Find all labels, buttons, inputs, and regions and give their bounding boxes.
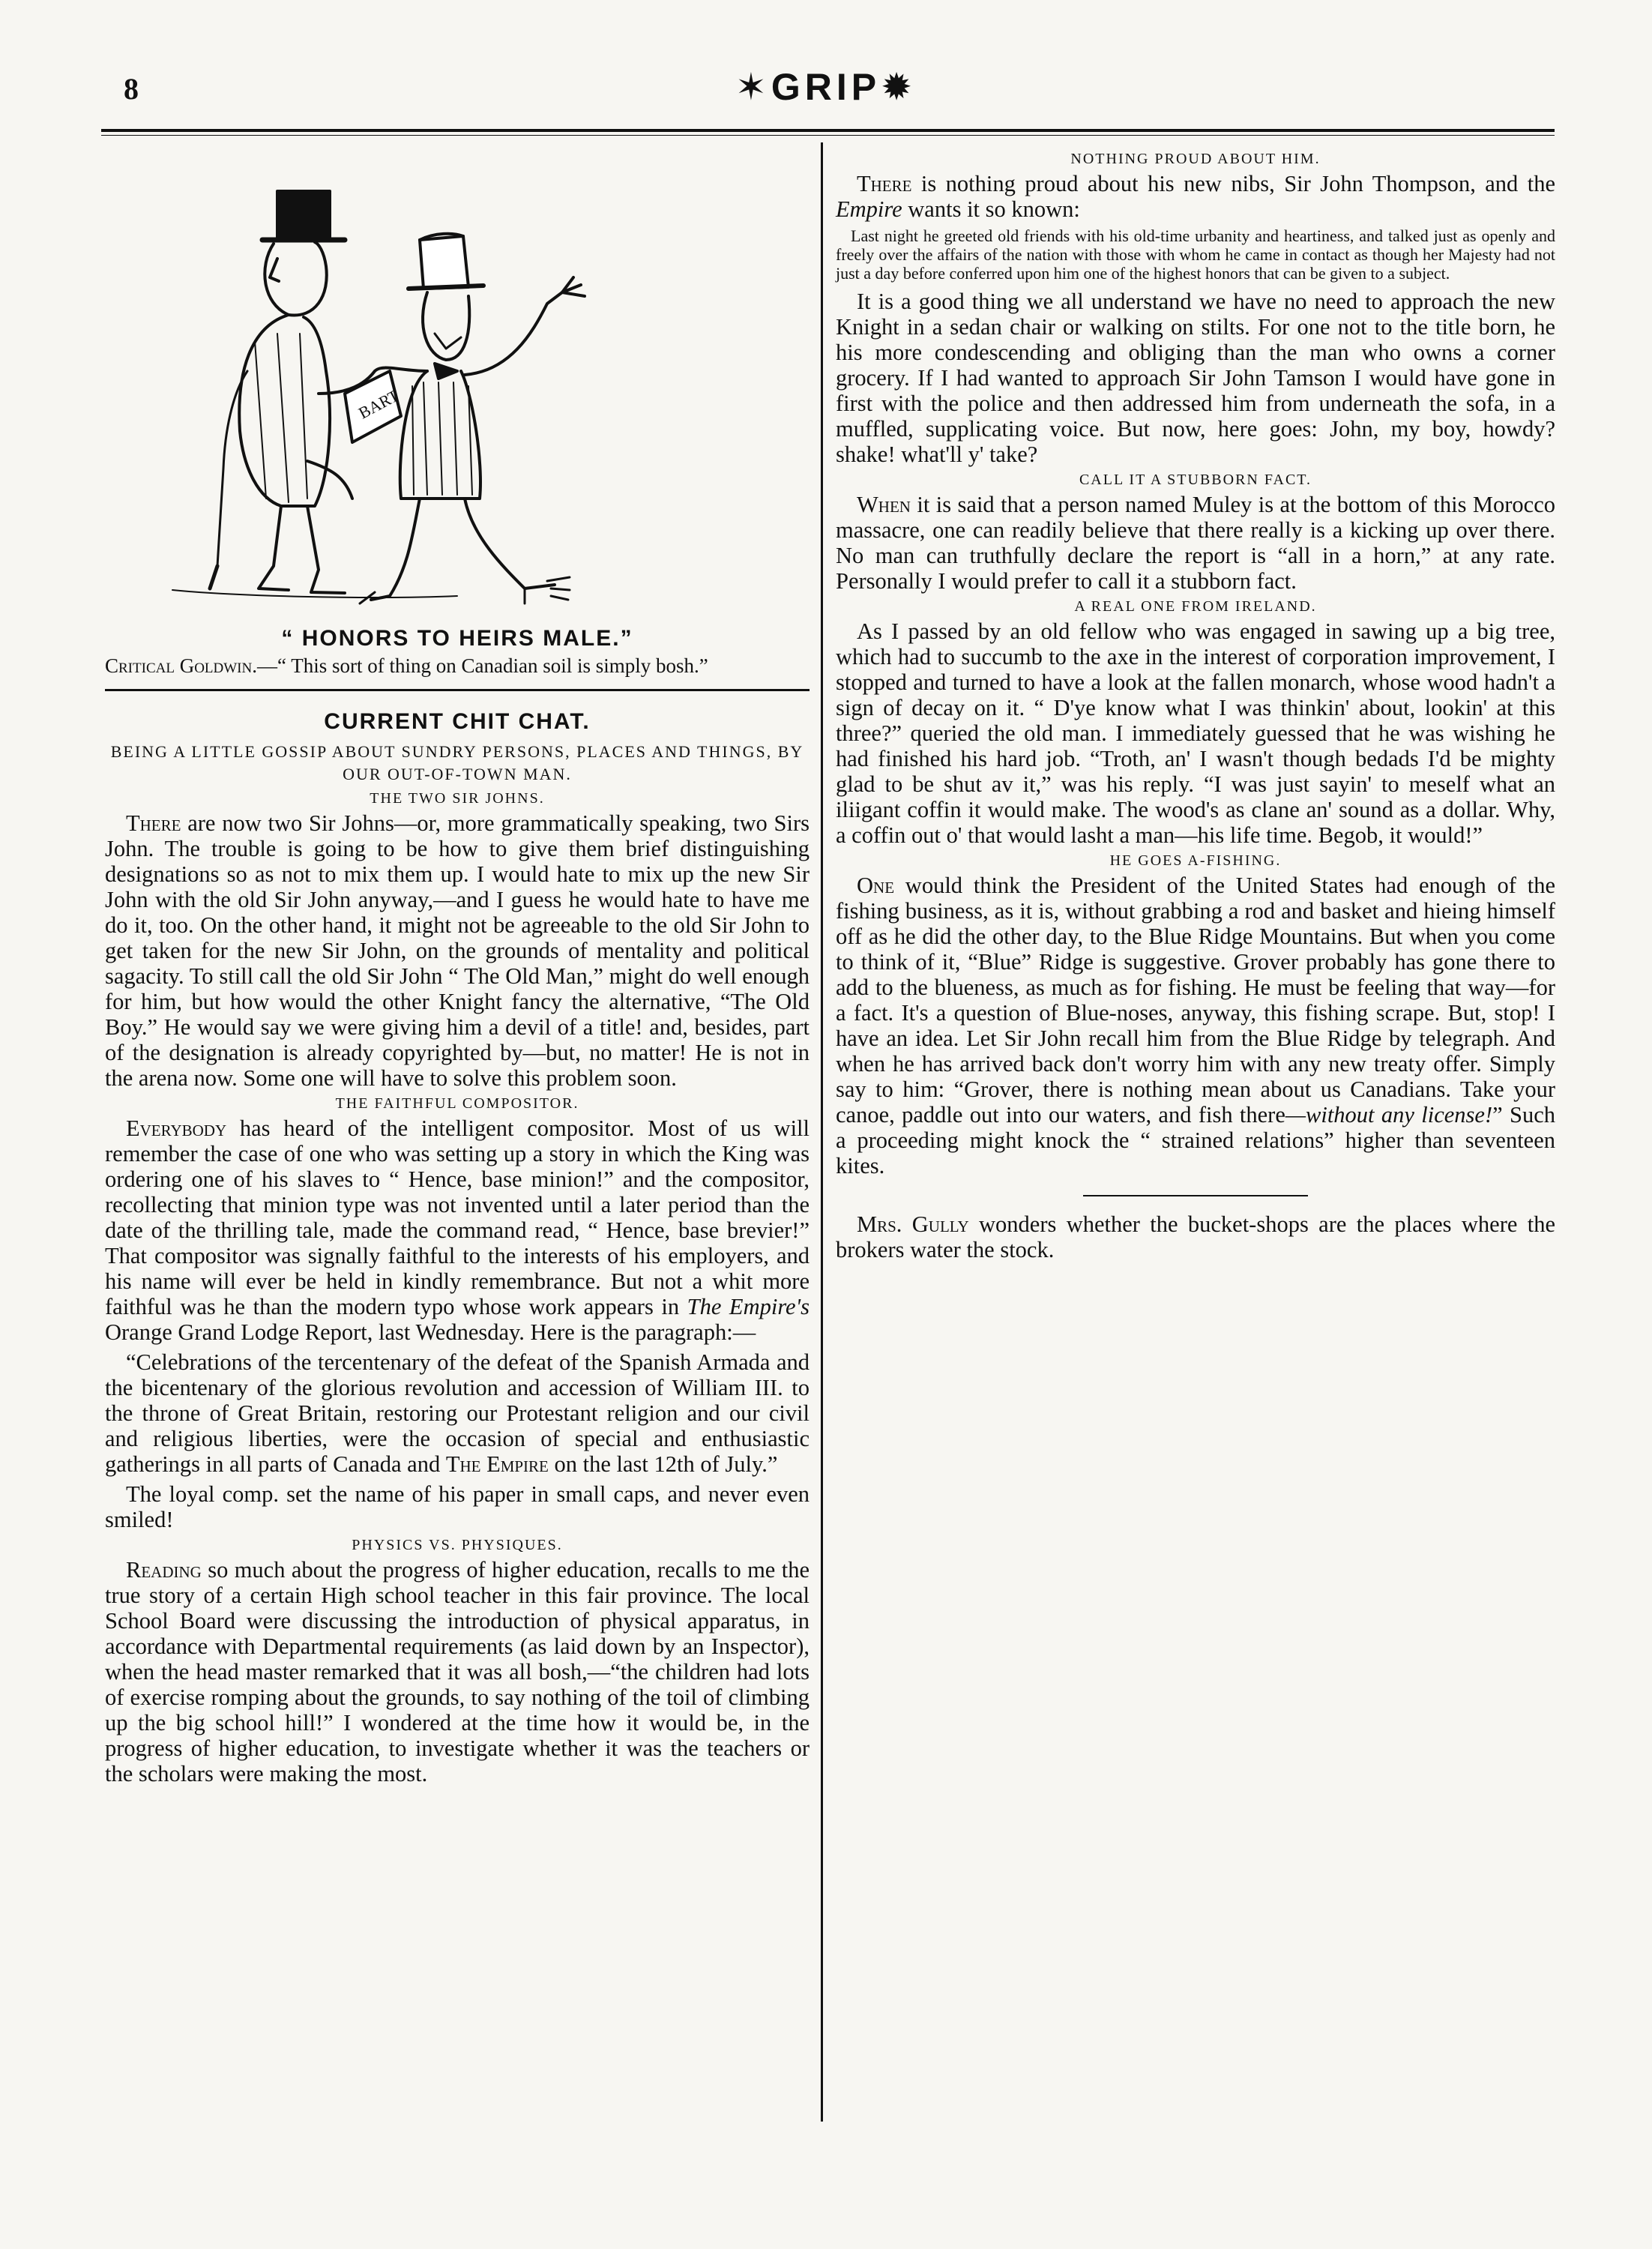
header-rule [101, 129, 1555, 132]
quoted-paragraph [105, 1349, 810, 1477]
header-rule-thin [101, 135, 1555, 136]
left-column [105, 146, 810, 1791]
caption-speaker: Critical Goldwin. [105, 654, 257, 677]
lead-word: There [857, 171, 912, 196]
right-column [836, 146, 1555, 1267]
cartoon-caption [105, 654, 810, 677]
subhead-fishing: HE GOES A-FISHING. [1109, 852, 1282, 869]
paragraph-stubborn-fact [836, 492, 1555, 594]
column-subtitle: BEING A LITTLE GOSSIP ABOUT SUNDRY PERSONS, PLACES AND THINGS, BY OUR OUT-OF-TOWN MAN. [110, 742, 804, 783]
paragraph-fishing [836, 873, 1555, 1178]
column-divider [821, 142, 823, 2122]
paragraph-physics [105, 1557, 810, 1786]
paragraph-new-knight: It is a good thing we all understand we have no need to approach the new Knight in a sedan chair or walking on stilts. For one not to the title born, he his more condescending and obliging than the man who owns a corner grocery. If I had wanted to approach Sir John Tamson I would have gone in first with the police and then addressed him from underneath the sofa, in a muffled, supplicating voice. But now, here goes: John, my boy, howdy? shake! what'll y' take? [836, 289, 1555, 467]
subhead-nothing-proud: NOTHING PROUD ABOUT HIM. [1070, 151, 1321, 167]
lead-word: When [857, 492, 911, 517]
paragraph-text: ” Such a proceeding might knock the “ strained relations” higher than seventeen kites. [836, 1102, 1555, 1178]
paragraph-text: it is said that a person named Muley is at the bottom of this Morocco massacre, one can readily believe that there really is a kicking up over there. No man can truthfully declare the report is “all in a horn,” at any rate. Personally I would prefer to call it a stubborn fact. [836, 492, 1555, 594]
paragraph-compositor [105, 1116, 810, 1345]
subhead-stubborn-fact: CALL IT A STUBBORN FACT. [1079, 472, 1312, 488]
paper-name: Empire [836, 196, 902, 222]
subhead-ireland: A REAL ONE FROM IRELAND. [1074, 598, 1317, 615]
column-title: CURRENT CHIT CHAT. [324, 709, 591, 734]
cartoon-drawing [105, 146, 810, 626]
paragraph-two-sir-johns [105, 810, 810, 1091]
paragraph-text: has heard of the intelligent compositor. Most of us will remember the case of one who was setting up a story in which the King was ordering one of his slaves to “ Hence, base minion!” and the compositor, recollecting that minion type was not invented until a later period than the date of the thrilling tale, made the command read, “ Hence, base brevier!” That compositor was signally faithful to the interests of his employers, and his name will ever be held in kindly remembrance. But not a whit more faithful was he than the modern typo whose work appears in [105, 1116, 810, 1319]
paragraph-text: is nothing proud about his new nibs, Sir John Thompson, and the [911, 171, 1555, 196]
badge-text: BART [355, 385, 403, 423]
quote-text: on the last 12th of July.” [548, 1451, 778, 1477]
paragraph-compositor-closing: The loyal comp. set the name of his paper in small caps, and never even smiled! [105, 1481, 810, 1532]
caption-rule [105, 689, 810, 691]
subhead-physics: PHYSICS VS. PHYSIQUES. [352, 1537, 563, 1553]
paragraph-gully [836, 1211, 1555, 1262]
lead-word: Everybody [126, 1116, 227, 1141]
lead-word: One [857, 873, 895, 898]
lead-word: Reading [126, 1557, 202, 1583]
short-rule [1083, 1195, 1308, 1196]
cartoon-caption-title: “ HONORS TO HEIRS MALE.” [281, 626, 633, 651]
subhead-two-sir-johns: THE TWO SIR JOHNS. [370, 790, 545, 807]
paragraph-text: wonders whether the bucket-shops are the places where the brokers water the stock. [836, 1211, 1555, 1262]
lead-word: Mrs. Gully [857, 1211, 969, 1237]
masthead: ✶GRIP✹ [735, 66, 917, 108]
paragraph-nothing-proud [836, 171, 1555, 222]
paragraph-text: would think the President of the United States had enough of the fishing business, as it is, without grabbing a rod and basket and hieing himself off as he did the other day, to the Blue Ridge Mountains. But when you come to think of it, “Blue” Ridge is suggestive. Grover probably has gone there to add to the blueness, as much as for fishing. He must be feeling that way—for a fact. It's a question of Blue-noses, anyway, this fishing scrape. But, stop! I have an idea. Let Sir John recall him from the Blue Ridge by telegraph. And when he has arrived back don't worry him with any new treaty offer. Simply say to him: “Grover, there is nothing mean about us Canadians. Take your canoe, paddle out into our waters, and fish there [836, 873, 1555, 1127]
subhead-faithful-compositor: THE FAITHFUL COMPOSITOR. [335, 1095, 579, 1112]
paragraph-text: so much about the progress of higher education, recalls to me the true story of a certain High school teacher in this fair province. The local School Board were discussing the introduction of physical apparatus, in accordance with Departmental requirements (as laid down by an Inspector), when the head master remarked that it was all bosh,—“the children had lots of exercise romping about the grounds, to say nothing of the toil of climbing up the big school hill!” I wondered at the time how it would be, in the progress of higher education, to investigate whether it was the teachers or the scholars were making the most. [105, 1557, 810, 1786]
paper-name: The Empire's [687, 1294, 810, 1319]
cartoon-illustration [105, 146, 810, 626]
newspaper-quote: Last night he greeted old friends with his old-time urbanity and heartiness, and talked just as openly and freely over the affairs of the nation with those with whom he came in contact as though her Majesty had not just a day before conferred upon him one of the highest honors that can be given to a subject. [836, 226, 1555, 283]
quote-text: “Celebrations of the tercentenary of the defeat of the Spanish Armada and the bicentenary of the glorious revolution and accession of William III. to the throne of Great Britain, restoring our Protestant religion and our civil and religious liberties, were the occasion of special and enthusiastic gatherings in all parts of Canada and [105, 1349, 810, 1477]
paragraph-text: are now two Sir Johns—or, more grammatically speaking, two Sirs John. The trouble is going to be how to give them brief distinguishing designations so as not to mix them up. I would hate to mix up the new Sir John with the old Sir John anyway,—and I guess he would hate to have me do it, too. On the other hand, it might not be agreeable to the old Sir John to get taken for the new Sir John, on the grounds of mentality and political sagacity. To still call the old Sir John “ The Old Man,” might do well enough for him, but how would the other Knight fancy the alternative, “The Old Boy.” He would say we were giving him a devil of a title! and, besides, part of the designation is already copyrighted by—but, no matter! He is not in the arena now. Some one will have to solve this problem soon. [105, 810, 810, 1091]
paragraph-ireland: As I passed by an old fellow who was engaged in sawing up a big tree, which had to succumb to the axe in the interest of corporation improvement, I stopped and turned to have a look at the fallen monarch, whose wood hadn't a sign of decay on it. “ D'ye know what I was thinkin' about, lookin' at this three?” queried the old man. I immediately guessed that he was wishing he had finished his hard job. “Troth, an' I wasn't though bedads I'd be mighty glad to be shut av it,” was his reply. “I was just sayin' to meself what an iliigant coffin it would make. The wood's as clane an' sound as a dollar. Why, a coffin out o' that would lasht a man—his life time. Begob, it would!” [836, 618, 1555, 848]
paragraph-text: wants it so known: [902, 196, 1080, 222]
page-number: 8 [124, 72, 139, 106]
emphasis-text: —without any license! [1285, 1102, 1493, 1127]
caption-text: —“ This sort of thing on Canadian soil is simply bosh.” [256, 654, 708, 677]
paragraph-text: Orange Grand Lodge Report, last Wednesday. Here is the paragraph:— [105, 1319, 756, 1345]
lead-word: There [126, 810, 181, 836]
quote-caps: The Empire [445, 1451, 549, 1477]
page-header [112, 66, 1540, 124]
